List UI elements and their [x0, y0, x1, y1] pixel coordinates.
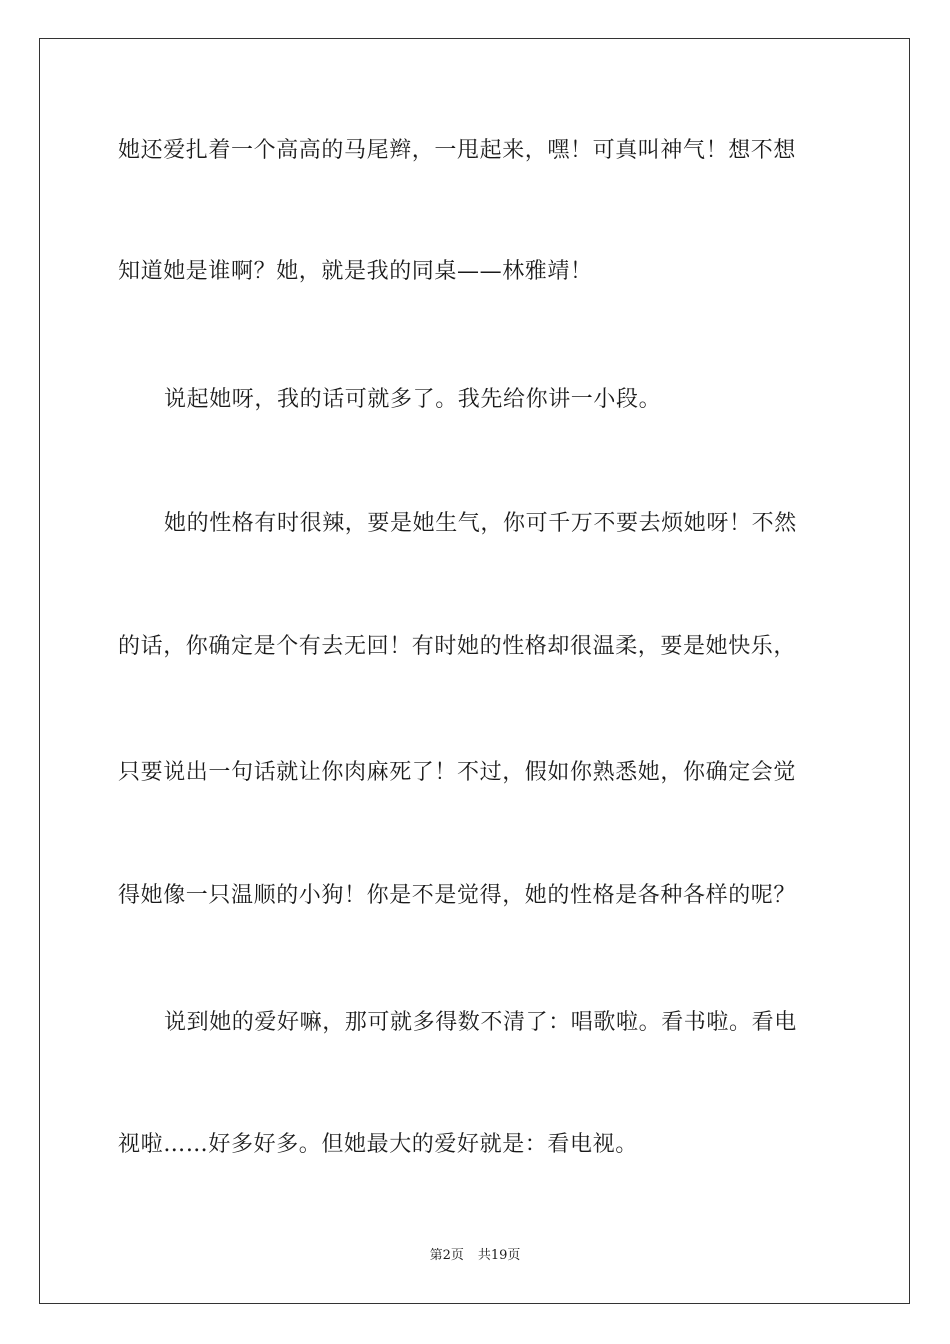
- page-total: 共19页: [477, 1248, 521, 1263]
- page-number: 第2页: [429, 1248, 464, 1263]
- body-text-line: 知道她是谁啊？她，就是我的同桌——林雅靖！: [118, 259, 593, 284]
- body-text-line: 视啦……好多好多。但她最大的爱好就是：看电视。: [118, 1132, 638, 1157]
- body-text-line: 的话，你确定是个有去无回！有时她的性格却很温柔，要是她快乐，: [118, 634, 797, 659]
- body-text-line: 她还爱扎着一个高高的马尾辫，一甩起来，嘿！可真叫神气！想不想: [118, 138, 797, 163]
- paragraph-first-line: 说到她的爱好嘛，那可就多得数不清了：唱歌啦。看书啦。看电: [164, 1010, 797, 1035]
- body-text-line: 得她像一只温顺的小狗！你是不是觉得，她的性格是各种各样的呢？: [118, 883, 797, 908]
- body-text-line: 只要说出一句话就让你肉麻死了！不过，假如你熟悉她，你确定会觉: [118, 760, 797, 785]
- page-footer: [0, 1247, 950, 1265]
- page-border: [39, 38, 910, 1304]
- paragraph-first-line: 说起她呀，我的话可就多了。我先给你讲一小段。: [164, 387, 662, 412]
- paragraph-first-line: 她的性格有时很辣，要是她生气，你可千万不要去烦她呀！不然: [164, 511, 797, 536]
